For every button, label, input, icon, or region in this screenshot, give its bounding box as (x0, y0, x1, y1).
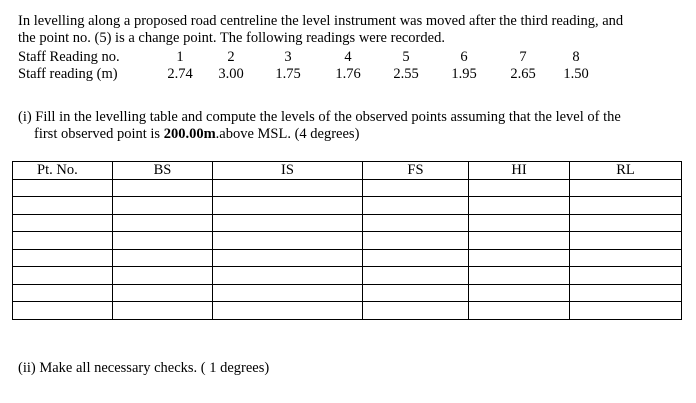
table-row (13, 302, 682, 320)
table-row (13, 284, 682, 302)
table-cell[interactable] (469, 197, 570, 215)
question-1-initial-level: 200.00m (163, 126, 216, 142)
table-cell[interactable] (13, 214, 113, 232)
table-cell[interactable] (469, 232, 570, 250)
table-cell[interactable] (469, 179, 570, 197)
table-cell[interactable] (213, 267, 363, 285)
header-pt-no: Pt. No. (13, 162, 113, 180)
table-cell[interactable] (213, 214, 363, 232)
table-row (13, 197, 682, 215)
staff-reading-number: 1 (176, 49, 184, 65)
table-cell[interactable] (113, 302, 213, 320)
staff-reading-value-label: Staff reading (m) (18, 66, 118, 82)
staff-reading-value: 2.65 (510, 66, 536, 82)
table-cell[interactable] (570, 249, 682, 267)
header-bs: BS (113, 162, 213, 180)
staff-reading-value: 1.76 (335, 66, 361, 82)
table-cell[interactable] (363, 232, 469, 250)
table-cell[interactable] (363, 249, 469, 267)
question-1-line-1: (i) Fill in the levelling table and compute the levels of the observed points assuming that the level of the (18, 109, 621, 125)
table-cell[interactable] (570, 232, 682, 250)
staff-reading-number-label: Staff Reading no. (18, 49, 120, 65)
table-row (13, 249, 682, 267)
table-cell[interactable] (363, 214, 469, 232)
table-cell[interactable] (363, 179, 469, 197)
table-cell[interactable] (13, 179, 113, 197)
table-cell[interactable] (469, 249, 570, 267)
table-cell[interactable] (469, 284, 570, 302)
table-cell[interactable] (213, 232, 363, 250)
table-cell[interactable] (570, 179, 682, 197)
table-cell[interactable] (213, 284, 363, 302)
staff-reading-value: 3.00 (218, 66, 244, 82)
staff-reading-number: 6 (460, 49, 468, 65)
staff-reading-number: 4 (344, 49, 352, 65)
table-row (13, 179, 682, 197)
header-hi: HI (469, 162, 570, 180)
table-cell[interactable] (13, 284, 113, 302)
staff-reading-value: 1.50 (563, 66, 589, 82)
staff-reading-value: 2.74 (167, 66, 193, 82)
table-cell[interactable] (570, 214, 682, 232)
table-cell[interactable] (213, 179, 363, 197)
table-cell[interactable] (13, 249, 113, 267)
header-is: IS (213, 162, 363, 180)
intro-line-1: In levelling along a proposed road centreline the level instrument was moved after the third reading, and (18, 13, 624, 29)
table-cell[interactable] (113, 179, 213, 197)
table-cell[interactable] (113, 267, 213, 285)
table-cell[interactable] (570, 284, 682, 302)
header-fs: FS (363, 162, 469, 180)
table-cell[interactable] (363, 197, 469, 215)
table-cell[interactable] (13, 267, 113, 285)
staff-reading-number: 3 (284, 49, 292, 65)
staff-reading-value: 1.75 (275, 66, 301, 82)
staff-reading-number: 5 (402, 49, 410, 65)
table-cell[interactable] (113, 197, 213, 215)
staff-reading-value: 2.55 (393, 66, 419, 82)
staff-reading-value: 1.95 (451, 66, 477, 82)
table-row (13, 267, 682, 285)
staff-reading-number: 8 (572, 49, 580, 65)
table-cell[interactable] (113, 232, 213, 250)
table-cell[interactable] (570, 267, 682, 285)
table-cell[interactable] (469, 302, 570, 320)
table-cell[interactable] (113, 249, 213, 267)
staff-reading-number-row (18, 49, 688, 66)
question-2: (ii) Make all necessary checks. ( 1 degrees) (18, 360, 270, 376)
staff-reading-number: 7 (519, 49, 527, 65)
staff-reading-value-row (18, 66, 688, 83)
table-cell[interactable] (113, 214, 213, 232)
table-header-row (13, 162, 682, 180)
question-1-suffix: .above MSL. (4 degrees) (215, 126, 360, 142)
intro-line-2: the point no. (5) is a change point. The following readings were recorded. (18, 30, 445, 46)
table-cell[interactable] (213, 302, 363, 320)
table-body (13, 179, 682, 319)
table-cell[interactable] (13, 232, 113, 250)
table-cell[interactable] (469, 267, 570, 285)
table-cell[interactable] (363, 284, 469, 302)
table-cell[interactable] (13, 197, 113, 215)
table-cell[interactable] (363, 267, 469, 285)
table-cell[interactable] (570, 302, 682, 320)
header-rl: RL (570, 162, 682, 180)
table-row (13, 214, 682, 232)
question-1-prefix: first observed point is (34, 126, 164, 142)
table-cell[interactable] (213, 197, 363, 215)
question-1-line-2 (34, 126, 359, 143)
levelling-table (12, 161, 682, 320)
table-cell[interactable] (363, 302, 469, 320)
table-cell[interactable] (213, 249, 363, 267)
table-row (13, 232, 682, 250)
table-cell[interactable] (13, 302, 113, 320)
table-cell[interactable] (570, 197, 682, 215)
table-cell[interactable] (469, 214, 570, 232)
table-cell[interactable] (113, 284, 213, 302)
staff-reading-number: 2 (227, 49, 235, 65)
